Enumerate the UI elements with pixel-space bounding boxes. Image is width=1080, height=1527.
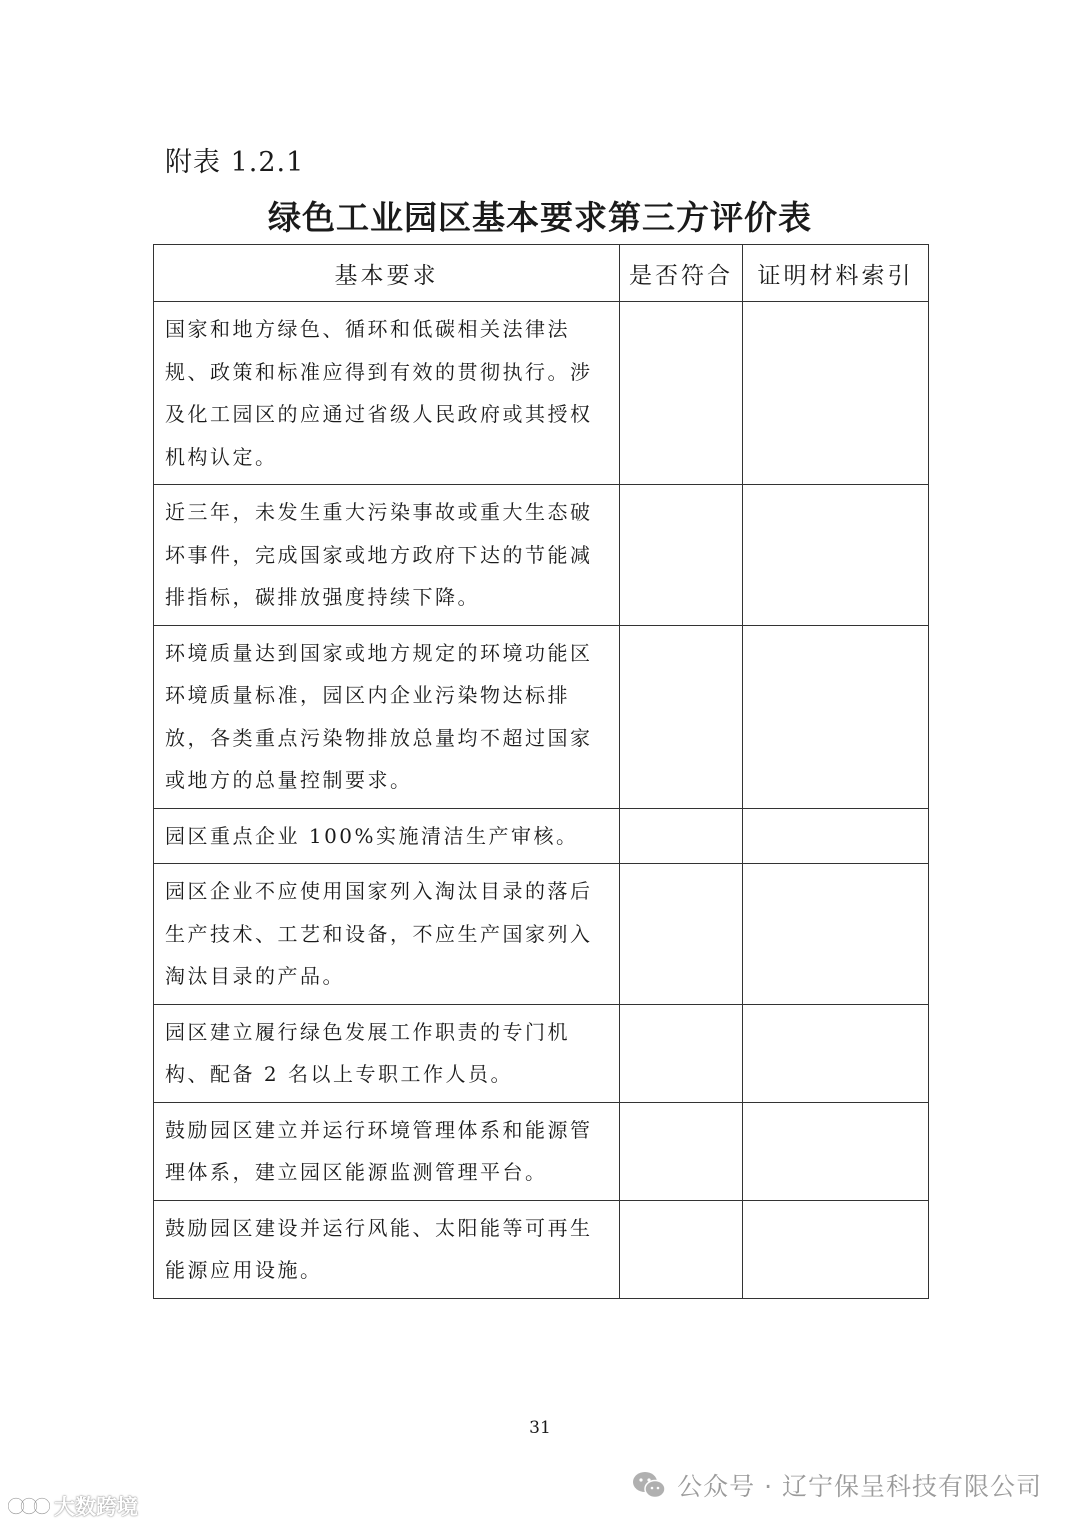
table-row — [154, 864, 929, 1005]
evidence-cell — [743, 485, 929, 626]
requirement-cell: 环境质量达到国家或地方规定的环境功能区环境质量标准，园区内企业污染物达标排放，各类重点污染物排放总量均不超过国家或地方的总量控制要求。 — [154, 625, 620, 808]
evidence-cell — [743, 1004, 929, 1102]
table-row — [154, 808, 929, 864]
compliant-cell — [620, 485, 743, 626]
appendix-label: 附表 1.2.1 — [165, 147, 305, 178]
compliant-cell — [620, 302, 743, 485]
requirement-cell: 国家和地方绿色、循环和低碳相关法律法规、政策和标准应得到有效的贯彻执行。涉及化工园区的应通过省级人民政府或其授权机构认定。 — [154, 302, 620, 485]
table-row — [154, 302, 929, 485]
evidence-cell — [743, 1200, 929, 1298]
requirement-cell: 园区建立履行绿色发展工作职责的专门机构、配备 2 名以上专职工作人员。 — [154, 1004, 620, 1102]
requirement-cell: 近三年，未发生重大污染事故或重大生态破坏事件，完成国家或地方政府下达的节能减排指标，碳排放强度持续下降。 — [154, 485, 620, 626]
requirement-cell: 园区企业不应使用国家列入淘汰目录的落后生产技术、工艺和设备，不应生产国家列入淘汰目录的产品。 — [154, 864, 620, 1005]
evidence-cell — [743, 302, 929, 485]
evidence-cell — [743, 1102, 929, 1200]
compliant-cell — [620, 864, 743, 1005]
header-requirement: 基本要求 — [154, 245, 620, 302]
page-number: 31 — [529, 1418, 551, 1438]
table-header-row — [154, 245, 929, 302]
compliant-cell — [620, 1004, 743, 1102]
brand-watermark-text: 大数跨境 — [54, 1495, 138, 1519]
compliant-cell — [620, 808, 743, 864]
table-row — [154, 1004, 929, 1102]
evidence-cell — [743, 625, 929, 808]
requirements-table — [153, 244, 929, 1299]
document-title: 绿色工业园区基本要求第三方评价表 — [268, 198, 812, 237]
table-row — [154, 625, 929, 808]
requirement-cell: 园区重点企业 100%实施清洁生产审核。 — [154, 808, 620, 864]
compliant-cell — [620, 1200, 743, 1298]
brand-watermark — [8, 1491, 138, 1521]
requirement-cell: 鼓励园区建设并运行风能、太阳能等可再生能源应用设施。 — [154, 1200, 620, 1298]
table-row — [154, 1200, 929, 1298]
requirement-cell: 鼓励园区建立并运行环境管理体系和能源管理体系，建立园区能源监测管理平台。 — [154, 1102, 620, 1200]
logo-icon — [8, 1495, 50, 1517]
wechat-watermark — [631, 1467, 1042, 1503]
evidence-cell — [743, 808, 929, 864]
wechat-icon — [631, 1470, 667, 1500]
wechat-watermark-text: 公众号 · 辽宁保呈科技有限公司 — [677, 1472, 1042, 1501]
compliant-cell — [620, 625, 743, 808]
compliant-cell — [620, 1102, 743, 1200]
table-row — [154, 485, 929, 626]
table-row — [154, 1102, 929, 1200]
header-evidence: 证明材料索引 — [743, 245, 929, 302]
evidence-cell — [743, 864, 929, 1005]
header-compliant: 是否符合 — [620, 245, 743, 302]
